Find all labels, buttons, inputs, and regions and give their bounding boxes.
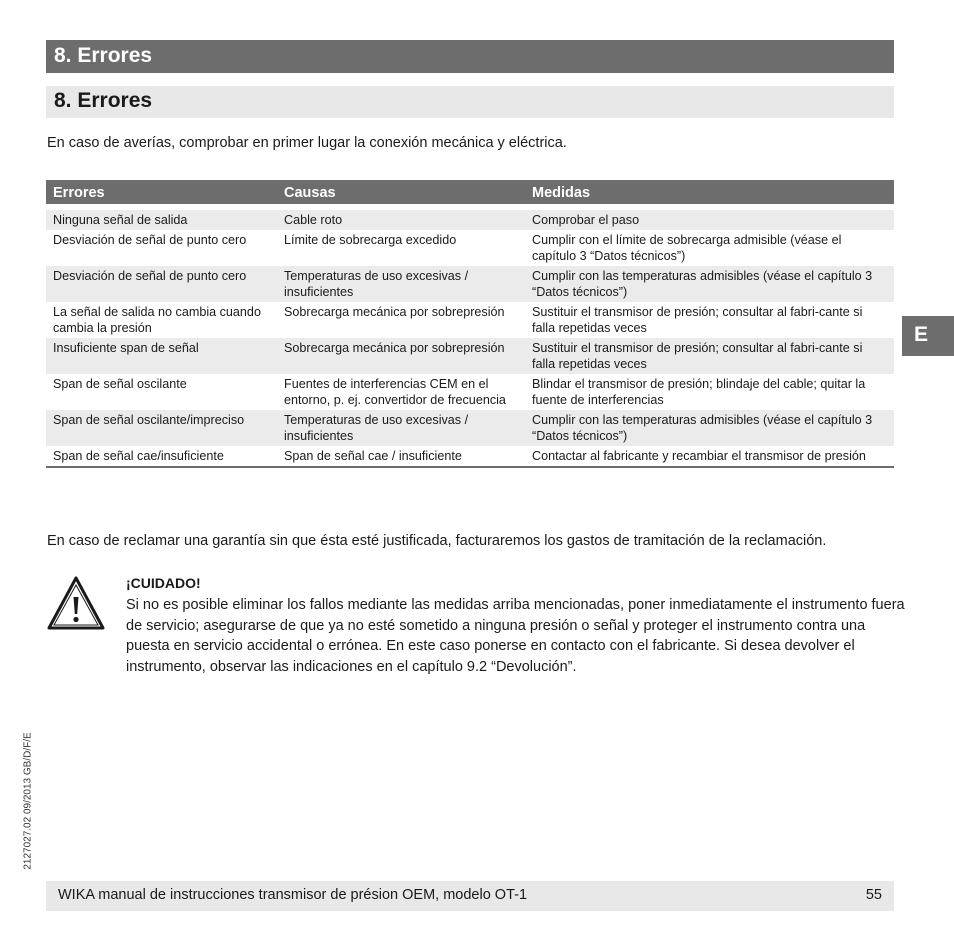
table-cell-cause: Sobrecarga mecánica por sobrepresión	[277, 338, 525, 374]
table-cell-error: Span de señal oscilante/impreciso	[46, 410, 277, 446]
language-tab: E	[902, 316, 954, 356]
table-cell-cause: Límite de sobrecarga excedido	[284, 233, 457, 247]
table-cell-error: La señal de salida no cambia cuando cambia la presión	[53, 305, 261, 335]
errors-table	[46, 180, 894, 468]
table-cell-measure: Sustituir el transmisor de presión; consultar al fabri-cante si falla repetidas veces	[532, 305, 863, 335]
table-row	[46, 230, 894, 266]
table-cell-measure: Cumplir con el límite de sobrecarga admisible (véase el capítulo 3 “Datos técnicos”)	[532, 233, 842, 263]
table-cell-measure: Cumplir con las temperaturas admisibles (véase el capítulo 3 “Datos técnicos”)	[525, 266, 894, 302]
table-cell-measure: Cumplir con las temperaturas admisibles (véase el capítulo 3 “Datos técnicos”)	[525, 410, 894, 446]
table-row	[46, 410, 894, 446]
table-row	[46, 374, 894, 410]
page-footer	[46, 881, 894, 911]
document-code-text: 2127027.02 09/2013 GB/D/F/E	[22, 732, 34, 870]
table-row	[46, 338, 894, 374]
table-row	[46, 266, 894, 302]
document-code	[21, 720, 35, 882]
warranty-paragraph: En caso de reclamar una garantía sin que ésta esté justificada, facturaremos los gastos de tramitación de la reclamación.	[47, 533, 827, 549]
table-cell-cause: Fuentes de interferencias CEM en el entorno, p. ej. convertidor de frecuencia	[284, 377, 506, 407]
table-cell-error: Ninguna señal de salida	[46, 210, 277, 230]
table-row	[46, 302, 894, 338]
footer-title: WIKA manual de instrucciones transmisor de présion OEM, modelo OT-1	[58, 887, 528, 903]
page-number: 55	[865, 887, 882, 903]
table-header-row	[46, 180, 894, 204]
section-heading-dark: 8. Errores	[46, 40, 894, 73]
caution-title: ¡CUIDADO!	[126, 575, 201, 591]
table-cell-error: Span de señal cae/insuficiente	[46, 446, 277, 467]
table-cell-measure: Comprobar el paso	[525, 210, 894, 230]
intro-paragraph: En caso de averías, comprobar en primer lugar la conexión mecánica y eléctrica.	[47, 135, 567, 151]
column-header-causas: Causas	[277, 180, 525, 204]
table-row	[46, 446, 894, 467]
section-heading-light: 8. Errores	[46, 86, 894, 118]
table-cell-error: Insuficiente span de señal	[46, 338, 277, 374]
table-cell-measure: Sustituir el transmisor de presión; consultar al fabri-cante si falla repetidas veces	[525, 338, 894, 374]
column-header-errores: Errores	[46, 180, 277, 204]
table-cell-measure: Contactar al fabricante y recambiar el transmisor de presión	[525, 446, 894, 467]
caution-text: Si no es posible eliminar los fallos mediante las medidas arriba mencionadas, poner inmediatamente el instrumento fuera de servicio; asegurarse de que ya no esté sometido a ninguna presión o señal y proteger el instrumento contra una puesta en servicio accidental o errónea. En este caso ponerse en contacto con el fabricante. Si desea devolver el instrumento, observar las indicaciones en el capítulo 9.2 “Devolución”.	[126, 597, 905, 675]
table-cell-error: Desviación de señal de punto cero	[53, 233, 247, 247]
column-header-medidas: Medidas	[525, 180, 894, 204]
table-cell-measure: Blindar el transmisor de presión; blindaje del cable; quitar la fuente de interferencias	[532, 377, 866, 407]
table-cell-cause: Sobrecarga mecánica por sobrepresión	[284, 305, 505, 319]
table-cell-cause: Temperaturas de uso excesivas / insuficientes	[277, 266, 525, 302]
table-cell-cause: Temperaturas de uso excesivas / insuficientes	[277, 410, 525, 446]
table-cell-error: Span de señal oscilante	[53, 377, 187, 391]
table-row	[46, 210, 894, 230]
table-cell-cause: Span de señal cae / insuficiente	[277, 446, 525, 467]
table-cell-cause: Cable roto	[277, 210, 525, 230]
warning-triangle-icon	[46, 575, 106, 631]
table-cell-error: Desviación de señal de punto cero	[46, 266, 277, 302]
